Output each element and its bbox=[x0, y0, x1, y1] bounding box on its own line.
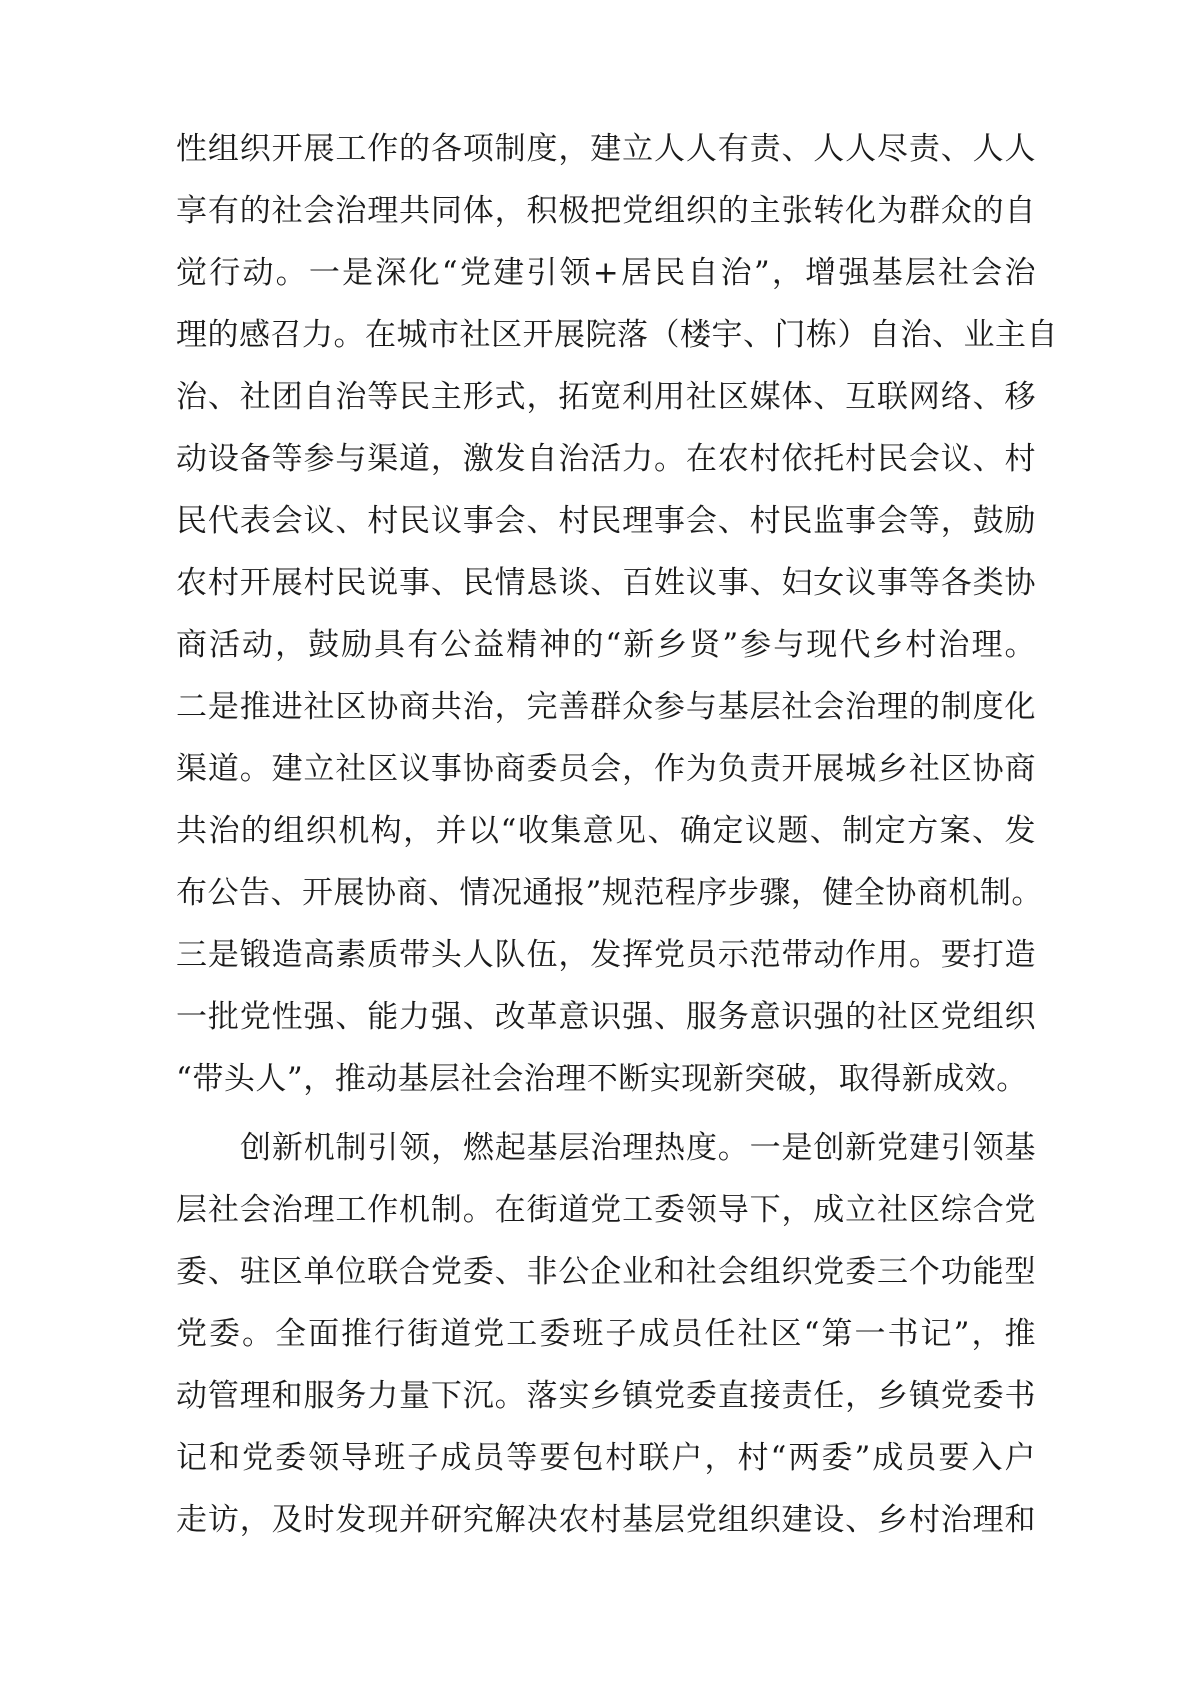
text-line: 一批党性强、能力强、改革意识强、服务意识强的社区党组织 bbox=[176, 999, 1036, 1035]
text-line: 农村开展村民说事、民情恳谈、百姓议事、妇女议事等各类协 bbox=[176, 565, 1036, 601]
text-line: 党委。全面推行街道党工委班子成员任社区“第一书记”，推 bbox=[176, 1316, 1036, 1352]
text-line: 性组织开展工作的各项制度，建立人人有责、人人尽责、人人 bbox=[176, 131, 1036, 167]
paragraph-1 bbox=[176, 118, 1058, 1110]
text-line: 层社会治理工作机制。在街道党工委领导下，成立社区综合党 bbox=[176, 1192, 1036, 1228]
paragraph-2 bbox=[176, 1117, 1036, 1551]
text-line: 共治的组织机构，并以“收集意见、确定议题、制定方案、发 bbox=[176, 813, 1036, 849]
text-line: 渠道。建立社区议事协商委员会，作为负责开展城乡社区协商 bbox=[176, 751, 1036, 787]
text-line: 动管理和服务力量下沉。落实乡镇党委直接责任，乡镇党委书 bbox=[176, 1378, 1036, 1414]
text-line: 享有的社会治理共同体，积极把党组织的主张转化为群众的自 bbox=[176, 193, 1036, 229]
text-line: 创新机制引领，燃起基层治理热度。一是创新党建引领基 bbox=[240, 1130, 1036, 1166]
text-line: 商活动，鼓励具有公益精神的“新乡贤”参与现代乡村治理。 bbox=[176, 627, 1036, 663]
text-line: 觉行动。一是深化“党建引领+居民自治”，增强基层社会治 bbox=[176, 255, 1036, 291]
text-line: 治、社团自治等民主形式，拓宽利用社区媒体、互联网络、移 bbox=[176, 379, 1036, 415]
text-line: 走访，及时发现并研究解决农村基层党组织建设、乡村治理和 bbox=[176, 1502, 1036, 1538]
text-line: 布公告、开展协商、情况通报”规范程序步骤，健全协商机制。 bbox=[176, 875, 1043, 911]
text-line: 理的感召力。在城市社区开展院落（楼宇、门栋）自治、业主自 bbox=[176, 317, 1058, 353]
text-line: 二是推进社区协商共治，完善群众参与基层社会治理的制度化 bbox=[176, 689, 1036, 725]
text-line: 三是锻造高素质带头人队伍，发挥党员示范带动作用。要打造 bbox=[176, 937, 1036, 973]
text-line: 动设备等参与渠道，激发自治活力。在农村依托村民会议、村 bbox=[176, 441, 1036, 477]
text-line: “带头人”，推动基层社会治理不断实现新突破，取得新成效。 bbox=[176, 1061, 1028, 1097]
text-line: 民代表会议、村民议事会、村民理事会、村民监事会等，鼓励 bbox=[176, 503, 1036, 539]
text-line: 记和党委领导班子成员等要包村联户，村“两委”成员要入户 bbox=[176, 1440, 1036, 1476]
text-line: 委、驻区单位联合党委、非公企业和社会组织党委三个功能型 bbox=[176, 1254, 1036, 1290]
